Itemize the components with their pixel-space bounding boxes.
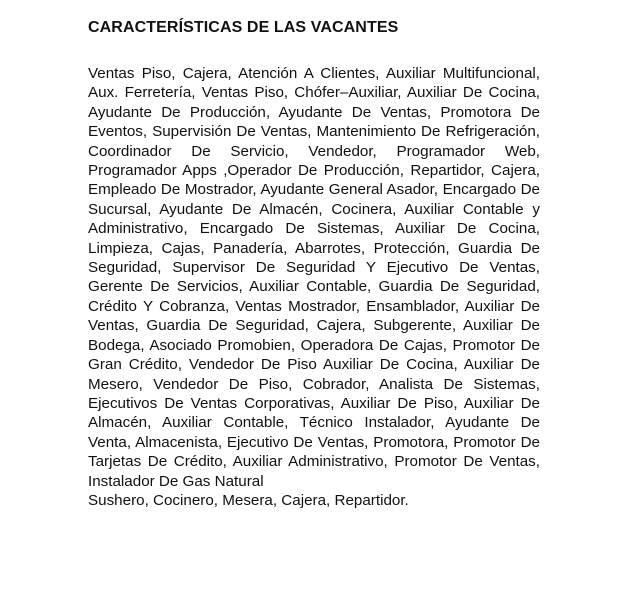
document-page (88, 18, 540, 510)
document-title: CARACTERÍSTICAS DE LAS VACANTES (88, 19, 399, 36)
vacancies-last-line: Sushero, Cocinero, Mesera, Cajera, Repartidor. (88, 491, 409, 509)
vacancies-paragraph: Ventas Piso, Cajera, Atención A Clientes, Auxiliar Multifuncional, Aux. Ferretería, Ventas Piso, Chófer–Auxiliar, Auxiliar De Cocina, Ayudante De Producción, Ayudante De Ventas, Promotora De Eventos, Supervisión De Ventas, Mantenimiento De Refrigeración, Coordinador De Servicio, Vendedor, Programador Web, Programador Apps ,Operador De Producción, Repartidor, Cajera, Empleado De Mostrador, Ayudante General Asador, Encargado De Sucursal, Ayudante De Almacén, Cocinera, Auxiliar Contable y Administrativo, Encargado De Sistemas, Auxiliar De Cocina, Limpieza, Cajas, Panadería, Abarrotes, Protección, Guardia De Seguridad, Supervisor De Seguridad Y Ejecutivo De Ventas, Gerente De Servicios, Auxiliar Contable, Guardia De Seguridad, Crédito Y Cobranza, Ventas Mostrador, Ensamblador, Auxiliar De Ventas, Guardia De Seguridad, Cajera, Subgerente, Auxiliar De Bodega, Asociado Promobien, Operadora De Cajas, Promotor De Gran Crédito, Vendedor De Piso Auxiliar De Cocina, Auxiliar De Mesero, Vendedor De Piso, Cobrador, Analista De Sistemas, Ejecutivos De Ventas Corporativas, Auxiliar De Piso, Auxiliar De Almacén, Auxiliar Contable, Técnico Instalador, Ayudante De Venta, Almacenista, Ejecutivo De Ventas, Promotora, Promotor De Tarjetas De Crédito, Auxiliar Administrativo, Promotor De Ventas, Instalador De Gas Natural (88, 65, 540, 490)
